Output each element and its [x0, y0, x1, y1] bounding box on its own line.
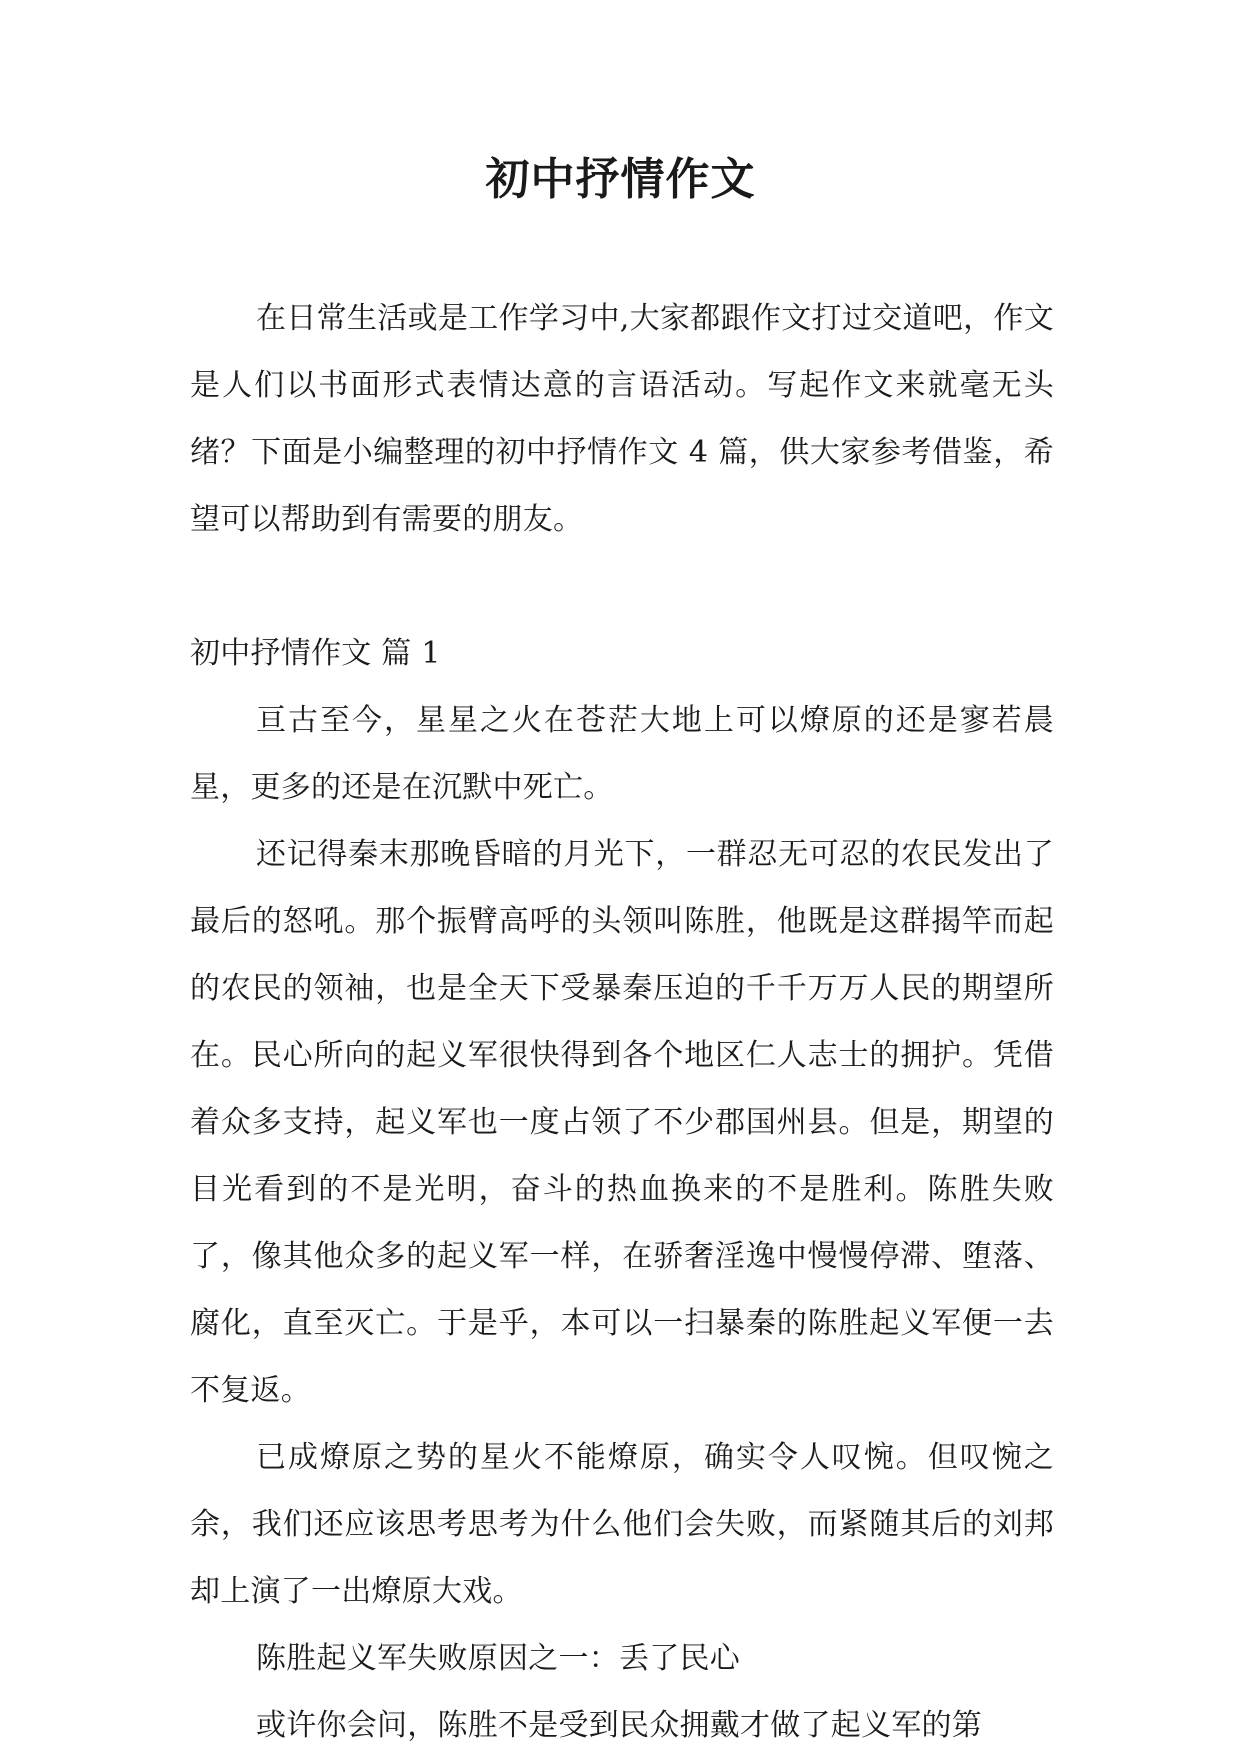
- spacer: [190, 553, 1054, 620]
- document-title: 初中抒情作文: [485, 154, 756, 205]
- paragraph: 亘古至今，星星之火在苍茫大地上可以燎原的还是寥若晨星，更多的还是在沉默中死亡。: [190, 703, 1054, 805]
- section-heading: 初中抒情作文 篇 1: [190, 636, 441, 671]
- paragraph: 还记得秦末那晚昏暗的月光下，一群忍无可忍的农民发出了最后的怒吼。那个振臂高呼的头领叫陈胜，他既是这群揭竿而起的农民的领袖，也是全天下受暴秦压迫的千千万万人民的期望所在。民心所向的起义军很快得到各个地区仁人志士的拥护。凭借着众多支持，起义军也一度占领了不少郡国州县。但是，期望的目光看到的不是光明，奋斗的热血换来的不是胜利。陈胜失败了，像其他众多的起义军一样，在骄奢淫逸中慢慢停滞、堕落、腐化，直至灭亡。于是乎，本可以一扫暴秦的陈胜起义军便一去不复返。: [190, 837, 1054, 1408]
- paragraph: 陈胜起义军失败原因之一：丢了民心: [256, 1641, 740, 1676]
- document-body: [190, 285, 1054, 1759]
- paragraph: 或许你会问，陈胜不是受到民众拥戴才做了起义军的第: [256, 1708, 982, 1743]
- intro-paragraph: 在日常生活或是工作学习中,大家都跟作文打过交道吧，作文是人们以书面形式表情达意的言语活动。写起作文来就毫无头绪？下面是小编整理的初中抒情作文 4 篇，供大家参考借鉴，希望可以帮助到有需要的朋友。: [190, 301, 1054, 537]
- paragraph: 已成燎原之势的星火不能燎原，确实令人叹惋。但叹惋之余，我们还应该思考思考为什么他们会失败，而紧随其后的刘邦却上演了一出燎原大戏。: [190, 1440, 1054, 1609]
